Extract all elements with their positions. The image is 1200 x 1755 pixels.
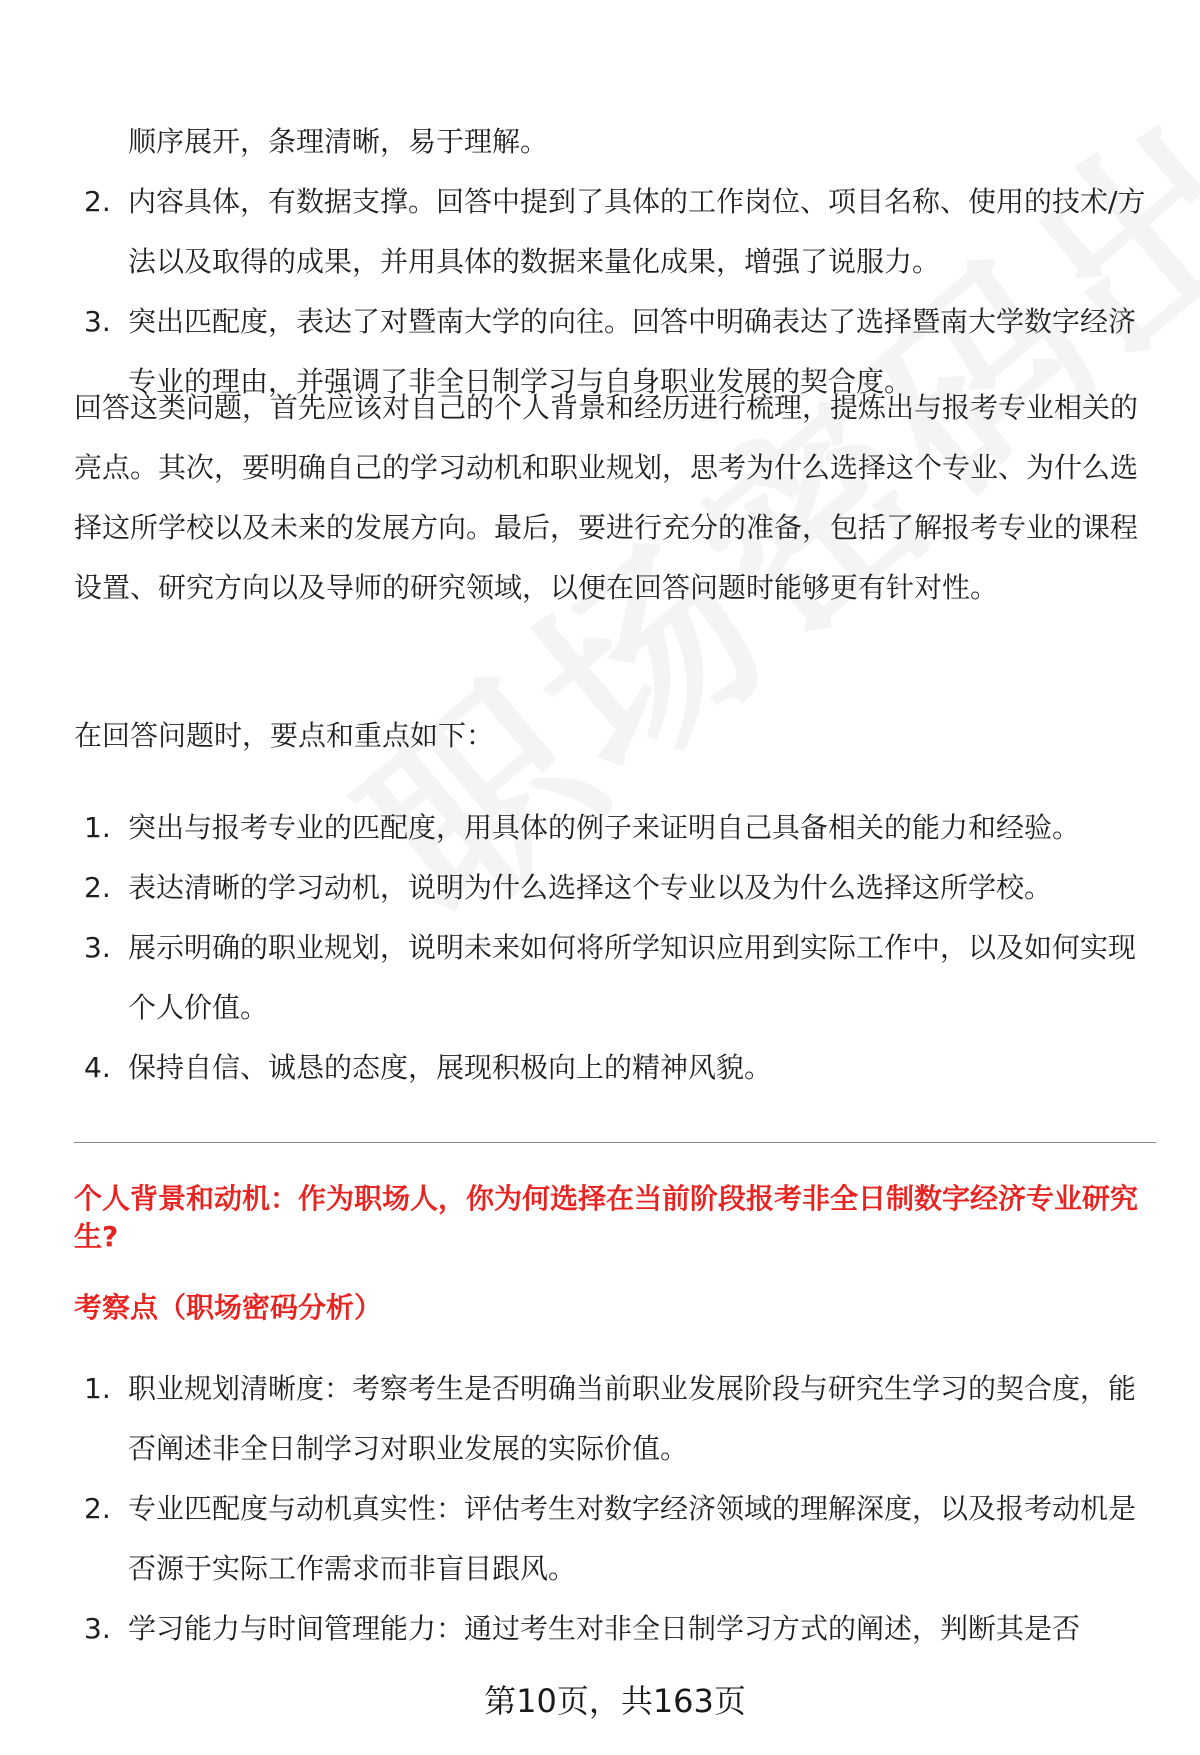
analysis-heading: 考察点（职场密码分析） [74,1291,383,1324]
assessment-points-list [74,1359,1154,1659]
list-item-text: 顺序展开，条理清晰，易于理解。 [128,125,549,158]
list-item-text: 内容具体，有数据支撑。回答中提到了具体的工作岗位、项目名称、使用的技术/方法以及取得的成果，并用具体的数据来量化成果，增强了说服力。 [128,185,1146,278]
page-number-footer: 第10页，共163页 [484,1682,746,1720]
list-item [74,918,1154,1038]
list-item-number: 4. [84,1051,111,1084]
list-item [74,1599,1154,1659]
list-item-number: 2. [84,871,111,904]
list-item [74,1038,1154,1098]
list-item [74,112,1154,172]
list-item [74,1479,1154,1599]
evaluation-list [74,112,1154,412]
key-points-intro: 在回答问题时，要点和重点如下： [74,719,495,752]
list-item-text: 职业规划清晰度：考察考生是否明确当前职业发展阶段与研究生学习的契合度，能否阐述非全日制学习对职业发展的实际价值。 [128,1372,1137,1465]
list-item-text: 突出与报考专业的匹配度，用具体的例子来证明自己具备相关的能力和经验。 [128,811,1081,844]
list-item-number: 1. [84,1372,111,1405]
list-item [74,858,1154,918]
list-item-text: 学习能力与时间管理能力：通过考生对非全日制学习方式的阐述，判断其是否 [128,1612,1081,1645]
list-item [74,172,1154,292]
list-item-number: 2. [84,1492,111,1525]
list-item-text: 展示明确的职业规划，说明未来如何将所学知识应用到实际工作中，以及如何实现个人价值。 [128,931,1137,1024]
list-item [74,1359,1154,1479]
list-item [74,798,1154,858]
question-heading: 个人背景和动机：作为职场人，你为何选择在当前阶段报考非全日制数字经济专业研究生? [74,1182,1139,1253]
key-points-list [74,798,1154,1098]
list-item-number: 3. [84,1612,111,1645]
document-page [74,0,1156,1755]
list-item-number: 3. [84,305,111,338]
list-item-text: 表达清晰的学习动机，说明为什么选择这个专业以及为什么选择这所学校。 [128,871,1053,904]
guidance-paragraph: 回答这类问题，首先应该对自己的个人背景和经历进行梳理，提炼出与报考专业相关的亮点。其次，要明确自己的学习动机和职业规划，思考为什么选择这个专业、为什么选择这所学校以及未来的发展方向。最后，要进行充分的准备，包括了解报考专业的课程设置、研究方向以及导师的研究领域，以便在回答问题时能够更有针对性。 [74,391,1139,604]
list-item-number: 1. [84,811,111,844]
list-item-text: 保持自信、诚恳的态度，展现积极向上的精神风貌。 [128,1051,773,1084]
list-item-text: 专业匹配度与动机真实性：评估考生对数字经济领域的理解深度，以及报考动机是否源于实际工作需求而非盲目跟风。 [128,1492,1137,1585]
list-item-number: 3. [84,931,111,964]
list-item-number: 2. [84,185,111,218]
section-divider [74,1142,1156,1143]
list-item-text: 突出匹配度，表达了对暨南大学的向往。回答中明确表达了选择暨南大学数字经济专业的理由，并强调了非全日制学习与自身职业发展的契合度。 [128,305,1137,398]
